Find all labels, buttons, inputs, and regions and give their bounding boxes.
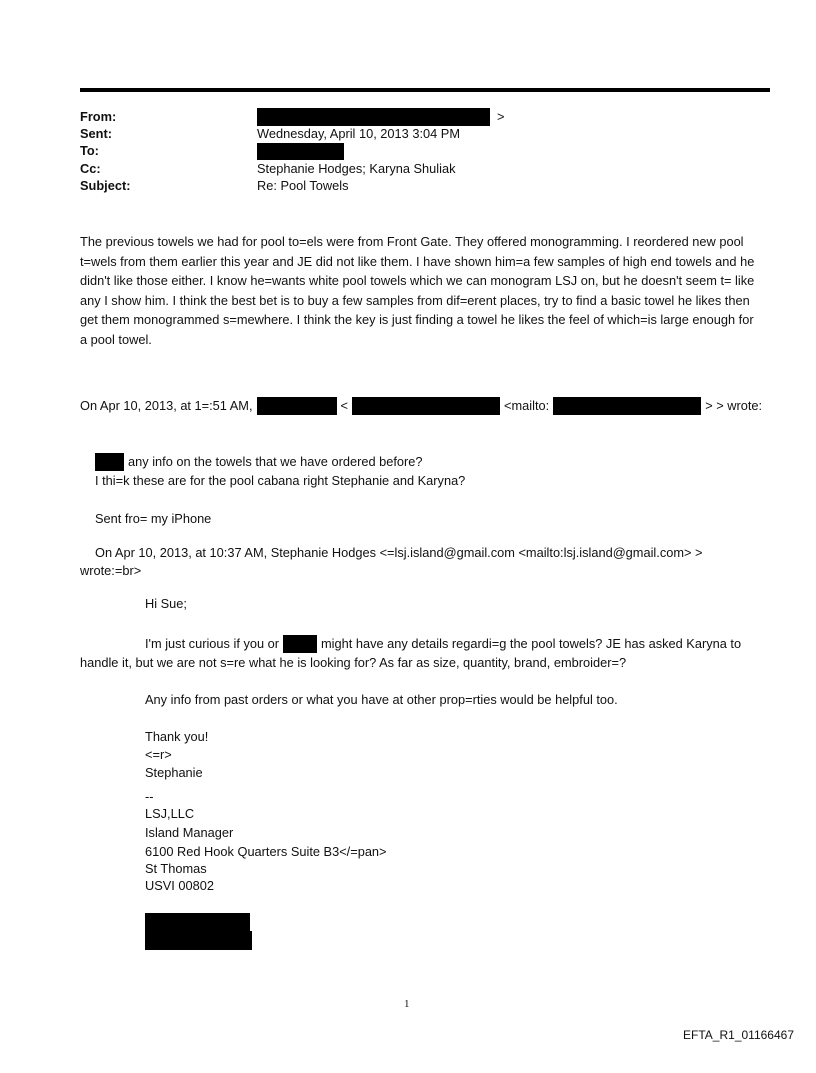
footer-document-id: EFTA_R1_01166467: [683, 1028, 794, 1042]
to-label: To:: [80, 143, 99, 158]
from-suffix: >: [497, 109, 505, 124]
cc-label: Cc:: [80, 161, 101, 176]
signoff: Stephanie: [145, 765, 203, 780]
quote1-header: [80, 397, 762, 415]
subject-value: Re: Pool Towels: [257, 178, 349, 193]
sig-line: Island Manager: [145, 825, 234, 840]
redaction-signature-1: [145, 913, 250, 932]
body-line: t=wels from them earlier this year and JE did not like them. I have shown him=a few samples of high end towels and he: [80, 254, 755, 269]
from-label: From:: [80, 109, 117, 124]
quote2-line: I'm just curious if you or: [145, 636, 280, 651]
quote2-header: On Apr 10, 2013, at 10:37 AM, Stephanie Hodges <=lsj.island@gmail.com <mailto:lsj.island@gmail.com> >: [95, 545, 703, 560]
body-line: a pool towel.: [80, 332, 152, 347]
body-line: didn't like those either. I know he=wants white pool towels which we can monogram LSJ on, but he doesn't seem t= like: [80, 273, 755, 288]
redaction-sender-email: [352, 397, 500, 415]
quote2-header: wrote:=br>: [80, 563, 142, 578]
quote1-line: I thi=k these are for the pool cabana right Stephanie and Karyna?: [95, 473, 466, 488]
br-artifact: <=r>: [145, 747, 172, 762]
redaction-name: [283, 635, 317, 653]
quote1-sent: Sent fro= my iPhone: [95, 511, 212, 526]
quote1-line: any info on the towels that we have ordered before?: [128, 454, 423, 469]
quote2-line: Any info from past orders or what you have at other prop=rties would be helpful too.: [145, 692, 618, 707]
quote1-mailto: <mailto:: [504, 398, 550, 413]
greeting: Hi Sue;: [145, 596, 187, 611]
body-line: The previous towels we had for pool to=els were from Front Gate. They offered monogramming. I reordered new pool: [80, 234, 744, 249]
sig-line: USVI 00802: [145, 878, 215, 893]
quote1-suffix: > > wrote:: [705, 398, 763, 413]
cc-value: Stephanie Hodges; Karyna Shuliak: [257, 161, 456, 176]
redaction-mailto: [553, 397, 701, 415]
redaction-signature-2: [145, 931, 252, 950]
subject-label: Subject:: [80, 178, 131, 193]
sig-line: 6100 Red Hook Quarters Suite B3</=pan>: [145, 844, 387, 859]
sent-label: Sent:: [80, 126, 112, 141]
sig-line: LSJ,LLC: [145, 806, 195, 821]
sent-value: Wednesday, April 10, 2013 3:04 PM: [257, 126, 460, 141]
sig-line: St Thomas: [145, 861, 207, 876]
header-rule: [80, 88, 770, 92]
redaction-from: [257, 108, 490, 126]
sig-dash: --: [145, 789, 154, 804]
redaction-sender-name: [257, 397, 337, 415]
quote1-prefix: On Apr 10, 2013, at 1=:51 AM,: [80, 398, 253, 413]
redaction-name: [95, 453, 124, 471]
thanks: Thank you!: [145, 729, 209, 744]
quote2-line-row: [145, 635, 741, 653]
page-number: 1: [404, 998, 410, 1010]
quote1-line-row: [95, 453, 423, 471]
body-line: get them monogrammed s=mewhere. I think the key is just finding a towel he likes the feel of which=is large enough for: [80, 312, 754, 327]
quote2-line: handle it, but we are not s=re what he is looking for? As far as size, quantity, brand, embroider=?: [80, 655, 627, 670]
redaction-to: [257, 143, 344, 160]
quote1-lt: <: [340, 398, 349, 413]
quote2-line: might have any details regardi=g the pool towels? JE has asked Karyna to: [321, 636, 742, 651]
body-line: any I show him. I think the best bet is to buy a few samples from dif=erent places, try to find a basic towel he likes then: [80, 293, 750, 308]
